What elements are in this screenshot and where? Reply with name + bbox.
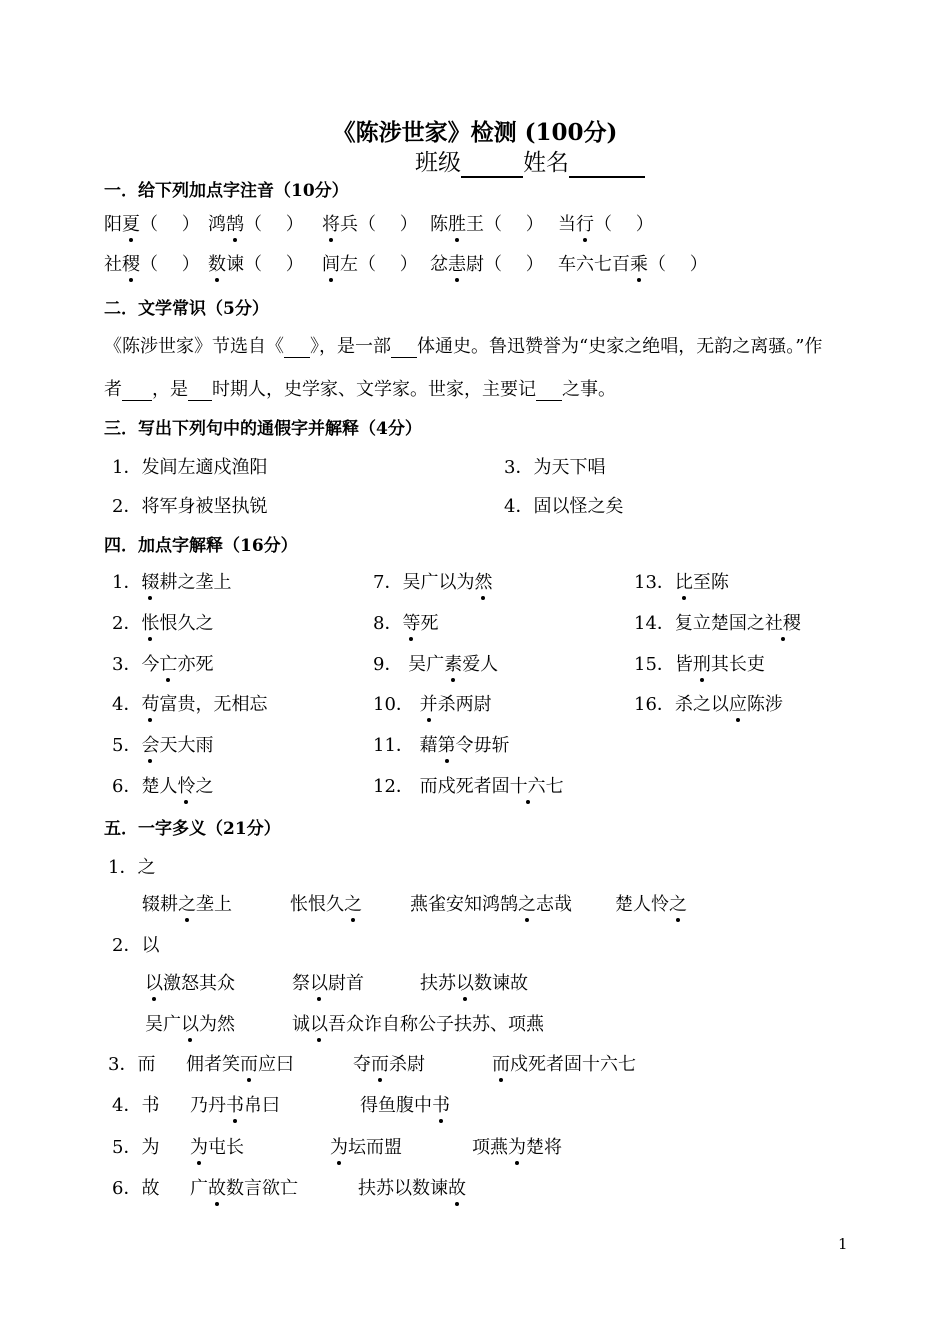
phrase: 扶苏以数谏故 <box>358 1174 466 1200</box>
dotted-char: 以 <box>456 969 474 995</box>
phrase: 得鱼腹中书 <box>360 1091 450 1117</box>
fill-blank[interactable] <box>536 379 562 401</box>
dotted-char: 为 <box>330 1133 348 1159</box>
pinyin-item: 鸿鹄（ ） <box>208 210 304 236</box>
group-label: 1．之 <box>108 857 156 878</box>
pinyin-item: 闾左（ ） <box>322 250 418 276</box>
section2-heading: 二．文学常识（5分） <box>104 299 269 319</box>
dotted-char: 以 <box>145 969 163 995</box>
pinyin-item: 数谏（ ） <box>208 250 304 276</box>
explain-item: 2．怅恨久之 <box>112 609 213 635</box>
dotted-char: 而 <box>240 1050 258 1076</box>
phrase: 扶苏以数谏故 <box>420 969 528 995</box>
fill-blank[interactable] <box>391 336 417 358</box>
tongjia-item: 4．固以怪之矣 <box>504 496 624 517</box>
explain-item: 7．吴广以为然 <box>373 568 492 594</box>
dotted-char: 素 <box>444 650 462 676</box>
section4-heading: 四．加点字解释（16分） <box>104 536 298 556</box>
pinyin-item: 车六七百乘（ ） <box>558 250 708 276</box>
phrase: 怅恨久之 <box>290 890 362 916</box>
group-label: 6．故 <box>112 1178 160 1199</box>
dotted-char: 刑 <box>693 650 711 676</box>
dotted-char: 并 <box>420 690 438 716</box>
tongjia-item: 1．发闾左適戍渔阳 <box>112 457 268 478</box>
fill-blank[interactable] <box>122 379 152 401</box>
phrase: 辍耕之垄上 <box>142 890 232 916</box>
section3-heading: 三．写出下列句中的通假字并解释（4分） <box>104 419 422 439</box>
phrase: 夺而杀尉 <box>353 1050 425 1076</box>
dotted-char: 而 <box>371 1050 389 1076</box>
fill-blank[interactable] <box>188 379 212 401</box>
explain-item: 9． 吴广素爱人 <box>373 650 498 676</box>
dotted-char: 之 <box>344 890 362 916</box>
pinyin-item: 忿恚尉（ ） <box>430 250 544 276</box>
group-label: 5．为 <box>112 1137 160 1158</box>
phrase: 吴广以为然 <box>145 1010 235 1036</box>
phrase: 项燕为楚将 <box>472 1133 562 1159</box>
tongjia-item: 2．将军身被坚执锐 <box>112 496 268 517</box>
explain-item: 16．杀之以应陈涉 <box>634 690 783 716</box>
phrase: 佣者笑而应曰 <box>186 1050 294 1076</box>
group-label: 2．以 <box>112 935 160 956</box>
phrase: 燕雀安知鸿鹄之志哉 <box>410 890 572 916</box>
page-title: 《陈涉世家》检测 (100分) <box>332 119 618 146</box>
explain-item: 5．会天大雨 <box>112 731 213 757</box>
dotted-char: 闾 <box>322 250 340 276</box>
phrase: 诚以吾众诈自称公子扶苏、项燕 <box>292 1010 544 1036</box>
fill-blank[interactable] <box>284 336 310 358</box>
group-label: 4．书 <box>112 1095 160 1116</box>
phrase: 为坛而盟 <box>330 1133 402 1159</box>
explain-item: 10． 并杀两尉 <box>373 690 492 716</box>
phrase: 乃丹书帛曰 <box>190 1091 280 1117</box>
dotted-char: 以 <box>310 969 328 995</box>
explain-item: 12． 而戍死者固十六七 <box>373 772 564 798</box>
dotted-char: 之 <box>178 890 196 916</box>
explain-item: 8．等死 <box>373 609 438 635</box>
dotted-char: 应 <box>729 690 747 716</box>
page-number: 1 <box>838 1235 848 1253</box>
dotted-char: 书 <box>226 1091 244 1117</box>
explain-item: 4．苟富贵，无相忘 <box>112 690 267 716</box>
literature-line-2: 者 ，是 时期人，史学家、文学家。世家，主要记 之事。 <box>104 379 616 400</box>
dotted-char: 鹄 <box>226 210 244 236</box>
group-label: 3．而 <box>108 1054 156 1075</box>
class-blank[interactable] <box>461 150 523 178</box>
phrase: 楚人怜之 <box>615 890 687 916</box>
explain-item: 11． 藉第令毋斩 <box>373 731 510 757</box>
dotted-char: 乘 <box>630 250 648 276</box>
explain-item: 14．复立楚国之社稷 <box>634 609 801 635</box>
name-label: 姓名 <box>523 150 569 176</box>
dotted-char: 亡 <box>159 650 177 676</box>
dotted-char: 将 <box>322 210 340 236</box>
dotted-char: 怜 <box>177 772 195 798</box>
dotted-char: 固十六七 <box>492 772 564 798</box>
dotted-char: 社稷 <box>765 609 801 635</box>
literature-line-1: 《陈涉世家》节选自《 》，是一部 体通史。鲁迅赞誉为“史家之绝唱，无韵之离骚。”作 <box>104 336 823 357</box>
dotted-char: 书 <box>432 1091 450 1117</box>
dotted-char: 恚 <box>448 250 466 276</box>
dotted-char: 以 <box>181 1010 199 1036</box>
section1-heading: 一．给下列加点字注音（10分） <box>104 181 349 201</box>
explain-item: 1．辍耕之垄上 <box>112 568 231 594</box>
dotted-char: 等 <box>402 609 420 635</box>
dotted-char: 怅 <box>141 609 159 635</box>
dotted-char: 比 <box>675 568 693 594</box>
dotted-char: 会 <box>141 731 159 757</box>
name-blank[interactable] <box>569 150 645 178</box>
pinyin-item: 当行（ ） <box>558 210 654 236</box>
dotted-char: 辍 <box>141 568 159 594</box>
dotted-char: 而 <box>492 1050 510 1076</box>
dotted-char: 胜 <box>448 210 466 236</box>
phrase: 以激怒其众 <box>145 969 235 995</box>
pinyin-item: 社稷（ ） <box>104 250 200 276</box>
dotted-char: 藉第令 <box>420 731 474 757</box>
pinyin-item: 阳夏（ ） <box>104 210 200 236</box>
dotted-char: 以 <box>310 1010 328 1036</box>
dotted-char: 为 <box>190 1133 208 1159</box>
section5-heading: 五．一字多义（21分） <box>104 819 281 839</box>
dotted-char: 然 <box>474 568 492 594</box>
phrase: 而戍死者固十六七 <box>492 1050 636 1076</box>
dotted-char: 为 <box>508 1133 526 1159</box>
dotted-char: 之 <box>518 890 536 916</box>
dotted-char: 之 <box>669 890 687 916</box>
explain-item: 15．皆刑其长吏 <box>634 650 765 676</box>
tongjia-item: 3．为天下唱 <box>504 457 606 478</box>
dotted-char: 稷 <box>122 250 140 276</box>
dotted-char: 行 <box>576 210 594 236</box>
class-label: 班级 <box>415 150 461 176</box>
dotted-char: 夏 <box>122 210 140 236</box>
phrase: 为屯长 <box>190 1133 244 1159</box>
pinyin-item: 陈胜王（ ） <box>430 210 544 236</box>
phrase: 祭以尉首 <box>292 969 364 995</box>
explain-item: 13．比至陈 <box>634 568 729 594</box>
class-name-line <box>415 144 645 178</box>
dotted-char: 故 <box>208 1174 226 1200</box>
dotted-char: 苟 <box>141 690 159 716</box>
pinyin-item: 将兵（ ） <box>322 210 418 236</box>
dotted-char: 数 <box>208 250 226 276</box>
dotted-char: 故 <box>448 1174 466 1200</box>
explain-item: 3．今亡亦死 <box>112 650 213 676</box>
explain-item: 6．楚人怜之 <box>112 772 213 798</box>
phrase: 广故数言欲亡 <box>190 1174 298 1200</box>
